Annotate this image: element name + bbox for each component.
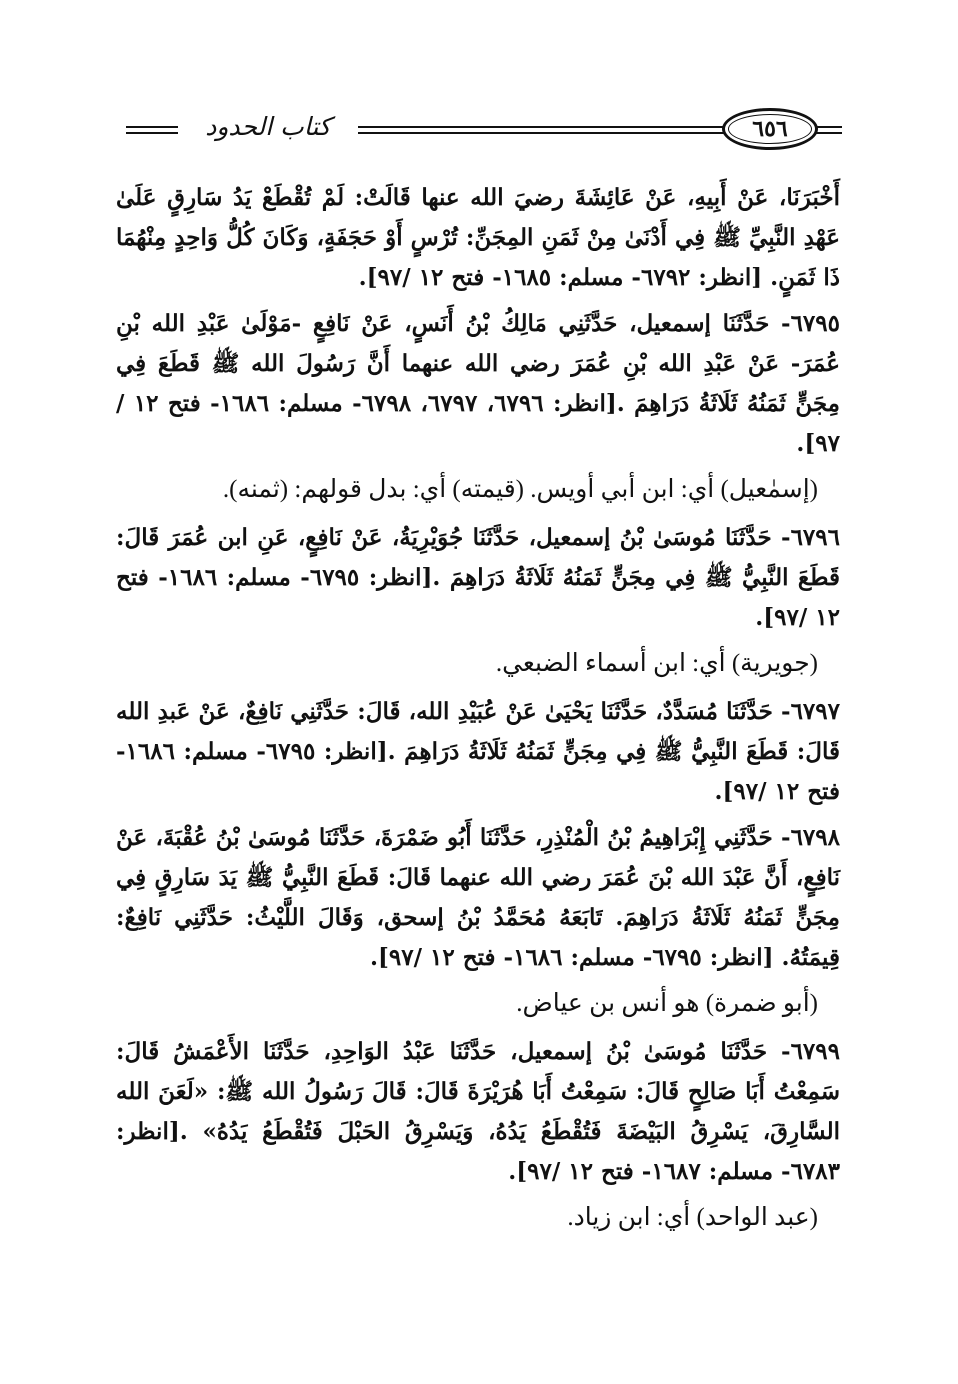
header-rule-left <box>126 126 178 134</box>
running-title: كتاب الحدود <box>205 112 331 141</box>
page-number: ٦٥٦ <box>722 108 818 150</box>
header-rule-right <box>816 126 842 134</box>
hadith-paragraph: ٦٧٩٦- حَدَّثَنَا مُوسَىٰ بْنُ إسمعيل، حَدَّثَنَا جُوَيْرِيَةُ، عَنْ نَافِعٍ، عَنِ ابن عُمَرَ قَالَ: قَطَعَ النَّبِيُّ ﷺ فِي مِجَنٍّ ثَمَنُهُ ثَلَاثَةُ دَرَاهِمَ .[انظر: ٦٧٩٥- مسلم: ١٦٨٦- فتح ١٢ /٩٧]. <box>116 524 841 631</box>
hadith-paragraph: ٦٧٩٧- حَدَّثَنَا مُسَدَّدٌ، حَدَّثَنَا يَحْيَىٰ عَنْ عُبَيْدِ الله، قَالَ: حَدَّثَنِي نَافِعٌ، عَنْ عَبدِ الله قَالَ: قَطَعَ النَّبِيُّ ﷺ فِي مِجَنٍّ ثَمَنُهُ ثَلَاثَةُ دَرَاهِمَ .[انظر: ٦٧٩٥- مسلم: ١٦٨٦- فتح ١٢ /٩٧]. <box>116 698 841 805</box>
hadith-paragraph: ٦٧٩٨- حَدَّثَنِي إِبْرَاهِيمُ بْنُ الْمُنْذِرِ، حَدَّثَنَا أَبُو ضَمْرَةَ، حَدَّثَنَا مُوسَىٰ بْنُ عُقْبَةَ، عَنْ نَافِعٍ، أَنَّ عَبْدَ الله بْنَ عُمَرَ رضي الله عنهما قَالَ: قَطَعَ النَّبِيُّ ﷺ يَدَ سَارِقٍ فِي مِجَنٍّ ثَمَنُهُ ثَلَاثَةُ دَرَاهِمَ. تَابَعَهُ مُحَمَّدُ بْنُ إسحق، وَقَالَ اللَّيْثُ: حَدَّثَنِي نَافِعٌ: قِيمَتُهُ. [انظر: ٦٧٩٥- مسلم: ١٦٨٦- فتح ١٢ /٩٧]. <box>116 824 840 971</box>
hadith-paragraph: أَخْبَرَنَا، عَنْ أَبِيهِ، عَنْ عَائِشَةَ رضيَ الله عنها قَالَتْ: لَمْ تُقْطَعْ يَدُ سَارِقٍ عَلَىٰ عَهْدِ النَّبِيِّ ﷺ فِي أَدْنَىٰ مِنْ ثَمَنِ المِجَنِّ: تُرْسٍ أَوْ حَجَفَةٍ، وَكَانَ كُلُّ وَاحِدٍ مِنْهُمَا ذَا ثَمَنٍ. [انظر: ٦٧٩٢- مسلم: ١٦٨٥- فتح ١٢ /٩٧]. <box>116 184 840 291</box>
hadith-paragraph: ٦٧٩٥- حَدَّثَنَا إسمعيل، حَدَّثَنِي مَالِكُ بْنُ أَنَسٍ، عَنْ نَافِعٍ -مَوْلَىٰ عَبْدِ الله بْنِ عُمَرَ- عَنْ عَبْدِ الله بْنِ عُمَرَ رضي الله عنهما أَنَّ رَسُولَ الله ﷺ قَطَعَ فِي مِجَنٍّ ثَمَنُهُ ثَلَاثَةُ دَرَاهِمَ .[انظر: ٦٧٩٦، ٦٧٩٧، ٦٧٩٨- مسلم: ١٦٨٦- فتح ١٢ /٩٧]. <box>116 310 840 457</box>
page-header <box>110 108 840 152</box>
commentary-note: (أبو ضمرة) هو أنس بن عياض. <box>516 990 818 1017</box>
hadith-paragraph: ٦٧٩٩- حَدَّثَنَا مُوسَىٰ بْنُ إسمعيل، حَدَّثَنَا عَبْدُ الوَاحِدِ، حَدَّثَنَا الأَعْمَشُ قَالَ: سَمِعْتُ أَبَا صَالِحٍ قَالَ: سَمِعْتُ أَبَا هُرَيْرَةَ قَالَ: قَالَ رَسُولُ الله ﷺ: «لَعَنَ الله السَّارِقَ، يَسْرِقُ البَيْضَةَ فَتُقْطَعُ يَدُهُ، وَيَسْرِقُ الحَبْلَ فَتُقْطَعُ يَدُهُ» .[انظر: ٦٧٨٣- مسلم: ١٦٨٧- فتح ١٢ /٩٧]. <box>116 1038 840 1185</box>
page-body <box>116 178 840 1246</box>
commentary-note: (عبد الواحد) أي: ابن زياد. <box>567 1204 818 1231</box>
commentary-note: (جويرية) أي: ابن أسماء الضبعي. <box>495 650 818 677</box>
commentary-note: (إسمٰعيل) أي: ابن أبي أويس. (قيمته) أي: بدل قولهم: (ثمنه). <box>222 476 818 503</box>
